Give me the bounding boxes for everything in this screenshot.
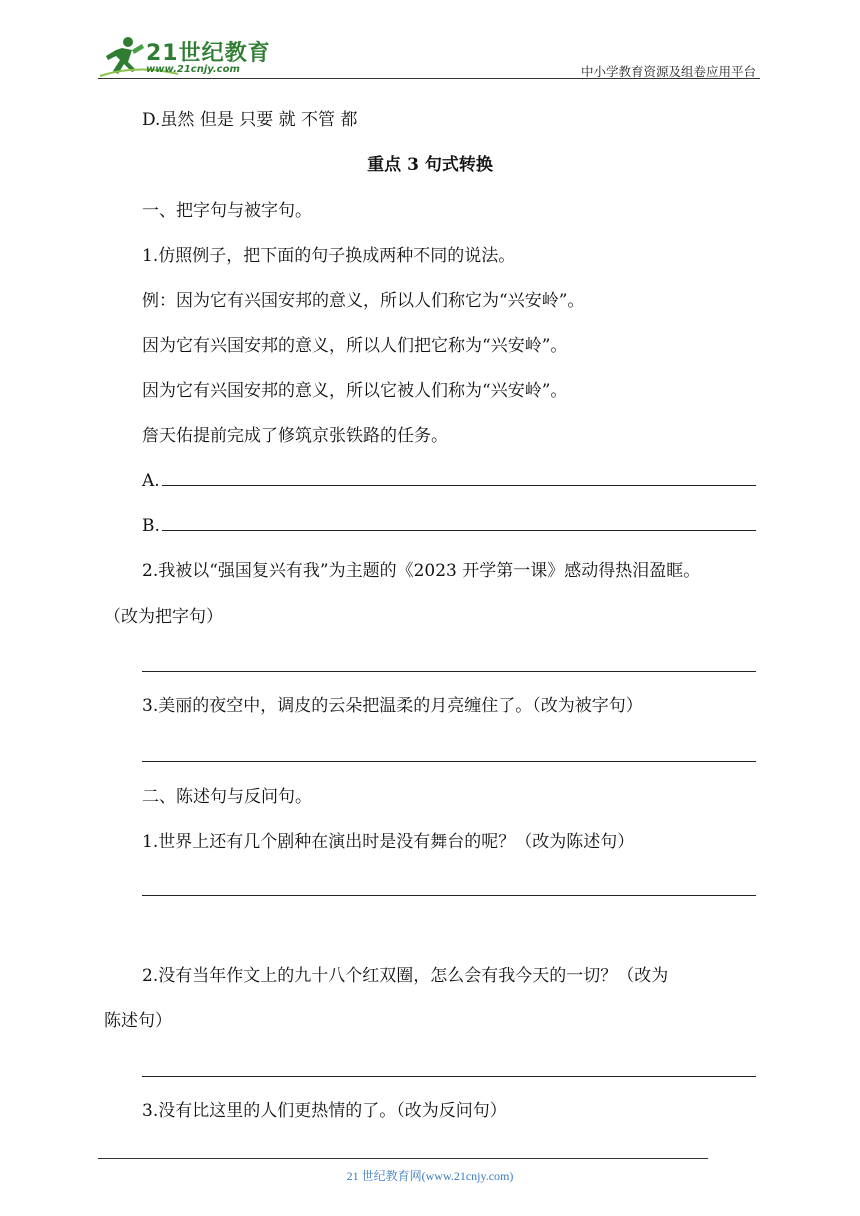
- question-2-line1: 2.我被以“强国复兴有我”为主题的《2023 开学第一课》感动得热泪盈眶。: [142, 561, 701, 581]
- question-1-sentence: 詹天佑提前完成了修筑京张铁路的任务。: [142, 426, 448, 446]
- answer-b-label: B.: [142, 516, 160, 536]
- header-divider: [98, 78, 760, 79]
- platform-name: 中小学教育资源及组卷应用平台: [580, 64, 756, 79]
- part2-question-3: 3.没有比这里的人们更热情的了。（改为反问句）: [142, 1101, 507, 1121]
- logo-url: www.21cnjy.com: [146, 64, 240, 75]
- logo-text: 21世纪教育: [146, 41, 271, 66]
- question-1-example: 例：因为它有兴国安邦的意义，所以人们称它为“兴安岭”。: [142, 291, 585, 311]
- question-2-line2: （改为把字句）: [104, 607, 223, 627]
- footer-divider: [98, 1158, 708, 1159]
- answer-blank-q2[interactable]: [142, 671, 756, 672]
- question-1-example-a: 因为它有兴国安邦的意义，所以人们把它称为“兴安岭”。: [142, 336, 568, 356]
- question-1-example-b: 因为它有兴国安邦的意义，所以它被人们称为“兴安岭”。: [142, 381, 568, 401]
- section-title: 重点 3 句式转换: [367, 155, 493, 175]
- part1-heading: 一、把字句与被字句。: [142, 201, 312, 221]
- answer-blank-q3[interactable]: [142, 761, 756, 762]
- footer-link[interactable]: 21 世纪教育网(www.21cnjy.com): [346, 1169, 514, 1183]
- answer-blank-p2q1[interactable]: [142, 895, 756, 896]
- part2-question-2-line2: 陈述句）: [104, 1011, 172, 1031]
- question-1: 1.仿照例子，把下面的句子换成两种不同的说法。: [142, 246, 516, 266]
- answer-line-a[interactable]: [142, 473, 756, 490]
- answer-line-b[interactable]: [142, 518, 756, 535]
- part2-question-1: 1.世界上还有几个剧种在演出时是没有舞台的呢？（改为陈述句）: [142, 832, 635, 852]
- question-3: 3.美丽的夜空中，调皮的云朵把温柔的月亮缠住了。（改为被字句）: [142, 696, 643, 716]
- part2-question-2-line1: 2.没有当年作文上的九十八个红双圈，怎么会有我今天的一切？（改为: [142, 966, 669, 986]
- answer-b-blank[interactable]: [162, 530, 756, 531]
- answer-a-label: A.: [142, 471, 160, 491]
- answer-a-blank[interactable]: [162, 485, 756, 486]
- part2-heading: 二、陈述句与反问句。: [142, 787, 312, 807]
- answer-blank-p2q2[interactable]: [142, 1076, 756, 1077]
- page-header: [0, 0, 860, 90]
- option-d: D.虽然 但是 只要 就 不管 都: [142, 110, 358, 130]
